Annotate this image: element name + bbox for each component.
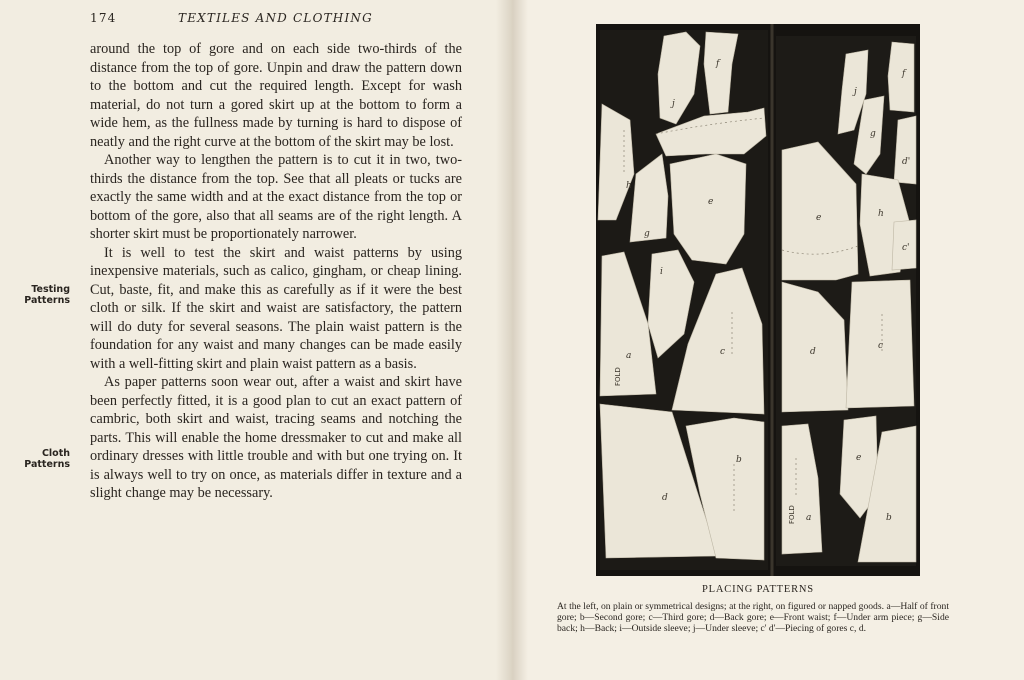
figure-label: e — [816, 213, 822, 223]
side-note-testing-patterns — [22, 284, 70, 306]
pattern-layout-illustration — [596, 24, 920, 576]
figure-label: c' — [902, 243, 910, 253]
running-title: TEXTILES AND CLOTHING — [178, 11, 373, 25]
side-note-line: Testing — [31, 284, 70, 295]
figure-label: c — [720, 347, 726, 357]
figure-label: d — [810, 347, 816, 357]
figure-label: a — [626, 351, 632, 361]
figure-caption-text: At the left, on plain or symmetrical designs; at the right, on figured or napped goods. a—Half of front gore; b—Second gore; c—Third gore; d—Back gore; e—Front waist; f—Under arm piece; g—Side back; h—Back; i—Outside sleeve; j—Under sleeve; c' d'—Piecing of gores c, d. — [557, 601, 949, 635]
figure-label: g — [644, 229, 650, 239]
body-text — [90, 40, 462, 503]
figure-label: e — [856, 453, 862, 463]
side-note-line: Patterns — [24, 459, 70, 470]
running-head — [90, 11, 460, 27]
paragraph: As paper patterns soon wear out, after a waist and skirt have been perfectly fitted, it is a good plan to cut an exact pattern of cambric, both skirt and waist, tracing seams and notching the parts. This will enable the home dressmaker to cut and make all ordinary dresses with little trouble and with but one trying on. It is always well to try on once, as materials differ in texture and a slight change may be necessary. — [90, 374, 462, 501]
figure-label: f — [902, 69, 906, 79]
side-note-line: Cloth — [41, 448, 70, 459]
book-gutter — [496, 0, 528, 680]
pattern-layout-figure — [596, 24, 920, 576]
figure-label: f — [716, 59, 720, 69]
side-note-line: Patterns — [24, 295, 70, 306]
figure-label: e — [708, 197, 714, 207]
paragraph: around the top of gore and on each side two-thirds of the distance from the top of gore. Unpin and draw the pattern down to the bottom and cut the required length. Except for wash material, do not turn a gored skirt up at the bottom to form a wide hem, as the fullness made by turning is hard to dispose of neatly and the right curve at the bottom of the skirt may be lost. — [90, 41, 462, 150]
figure-label-fold: FOLD — [788, 505, 796, 524]
figure-label: h — [626, 181, 632, 191]
figure-label: j — [854, 87, 857, 97]
page-number: 174 — [90, 11, 117, 25]
paragraph: Another way to lengthen the pattern is to cut it in two, two-thirds the distance from the top. See that all pleats or tucks are exactly the same width and at the exact distance from the top or bottom of the gore, also that all seams are of the right length. A shorter skirt must be proportionately narrower. — [90, 152, 462, 242]
figure-label: h — [878, 209, 884, 219]
paragraph: It is well to test the skirt and waist patterns by using inexpensive materials, such as calico, gingham, or cheap lining. Cut, baste, fit, and make this as carefully as if it were the best cloth or silk. If the skirt and waist are satisfactory, the pattern will do duty for several seasons. The plain waist pattern is the foundation for any waist and many changes can be made easily with a well-fitting skirt and plain waist pattern as a basis. — [90, 244, 462, 372]
figure-label: i — [660, 267, 663, 277]
figure-label: j — [672, 99, 675, 109]
figure-label: b — [736, 455, 742, 465]
figure-caption-title: PLACING PATTERNS — [702, 584, 814, 595]
figure-label: c — [878, 341, 884, 351]
figure-label: g — [870, 129, 876, 139]
side-note-cloth-patterns — [22, 448, 70, 470]
figure-label: d' — [902, 157, 911, 167]
figure-label: d — [662, 493, 668, 503]
figure-label-fold: FOLD — [614, 367, 622, 386]
figure-label: b — [886, 513, 892, 523]
figure-label: a — [806, 513, 812, 523]
